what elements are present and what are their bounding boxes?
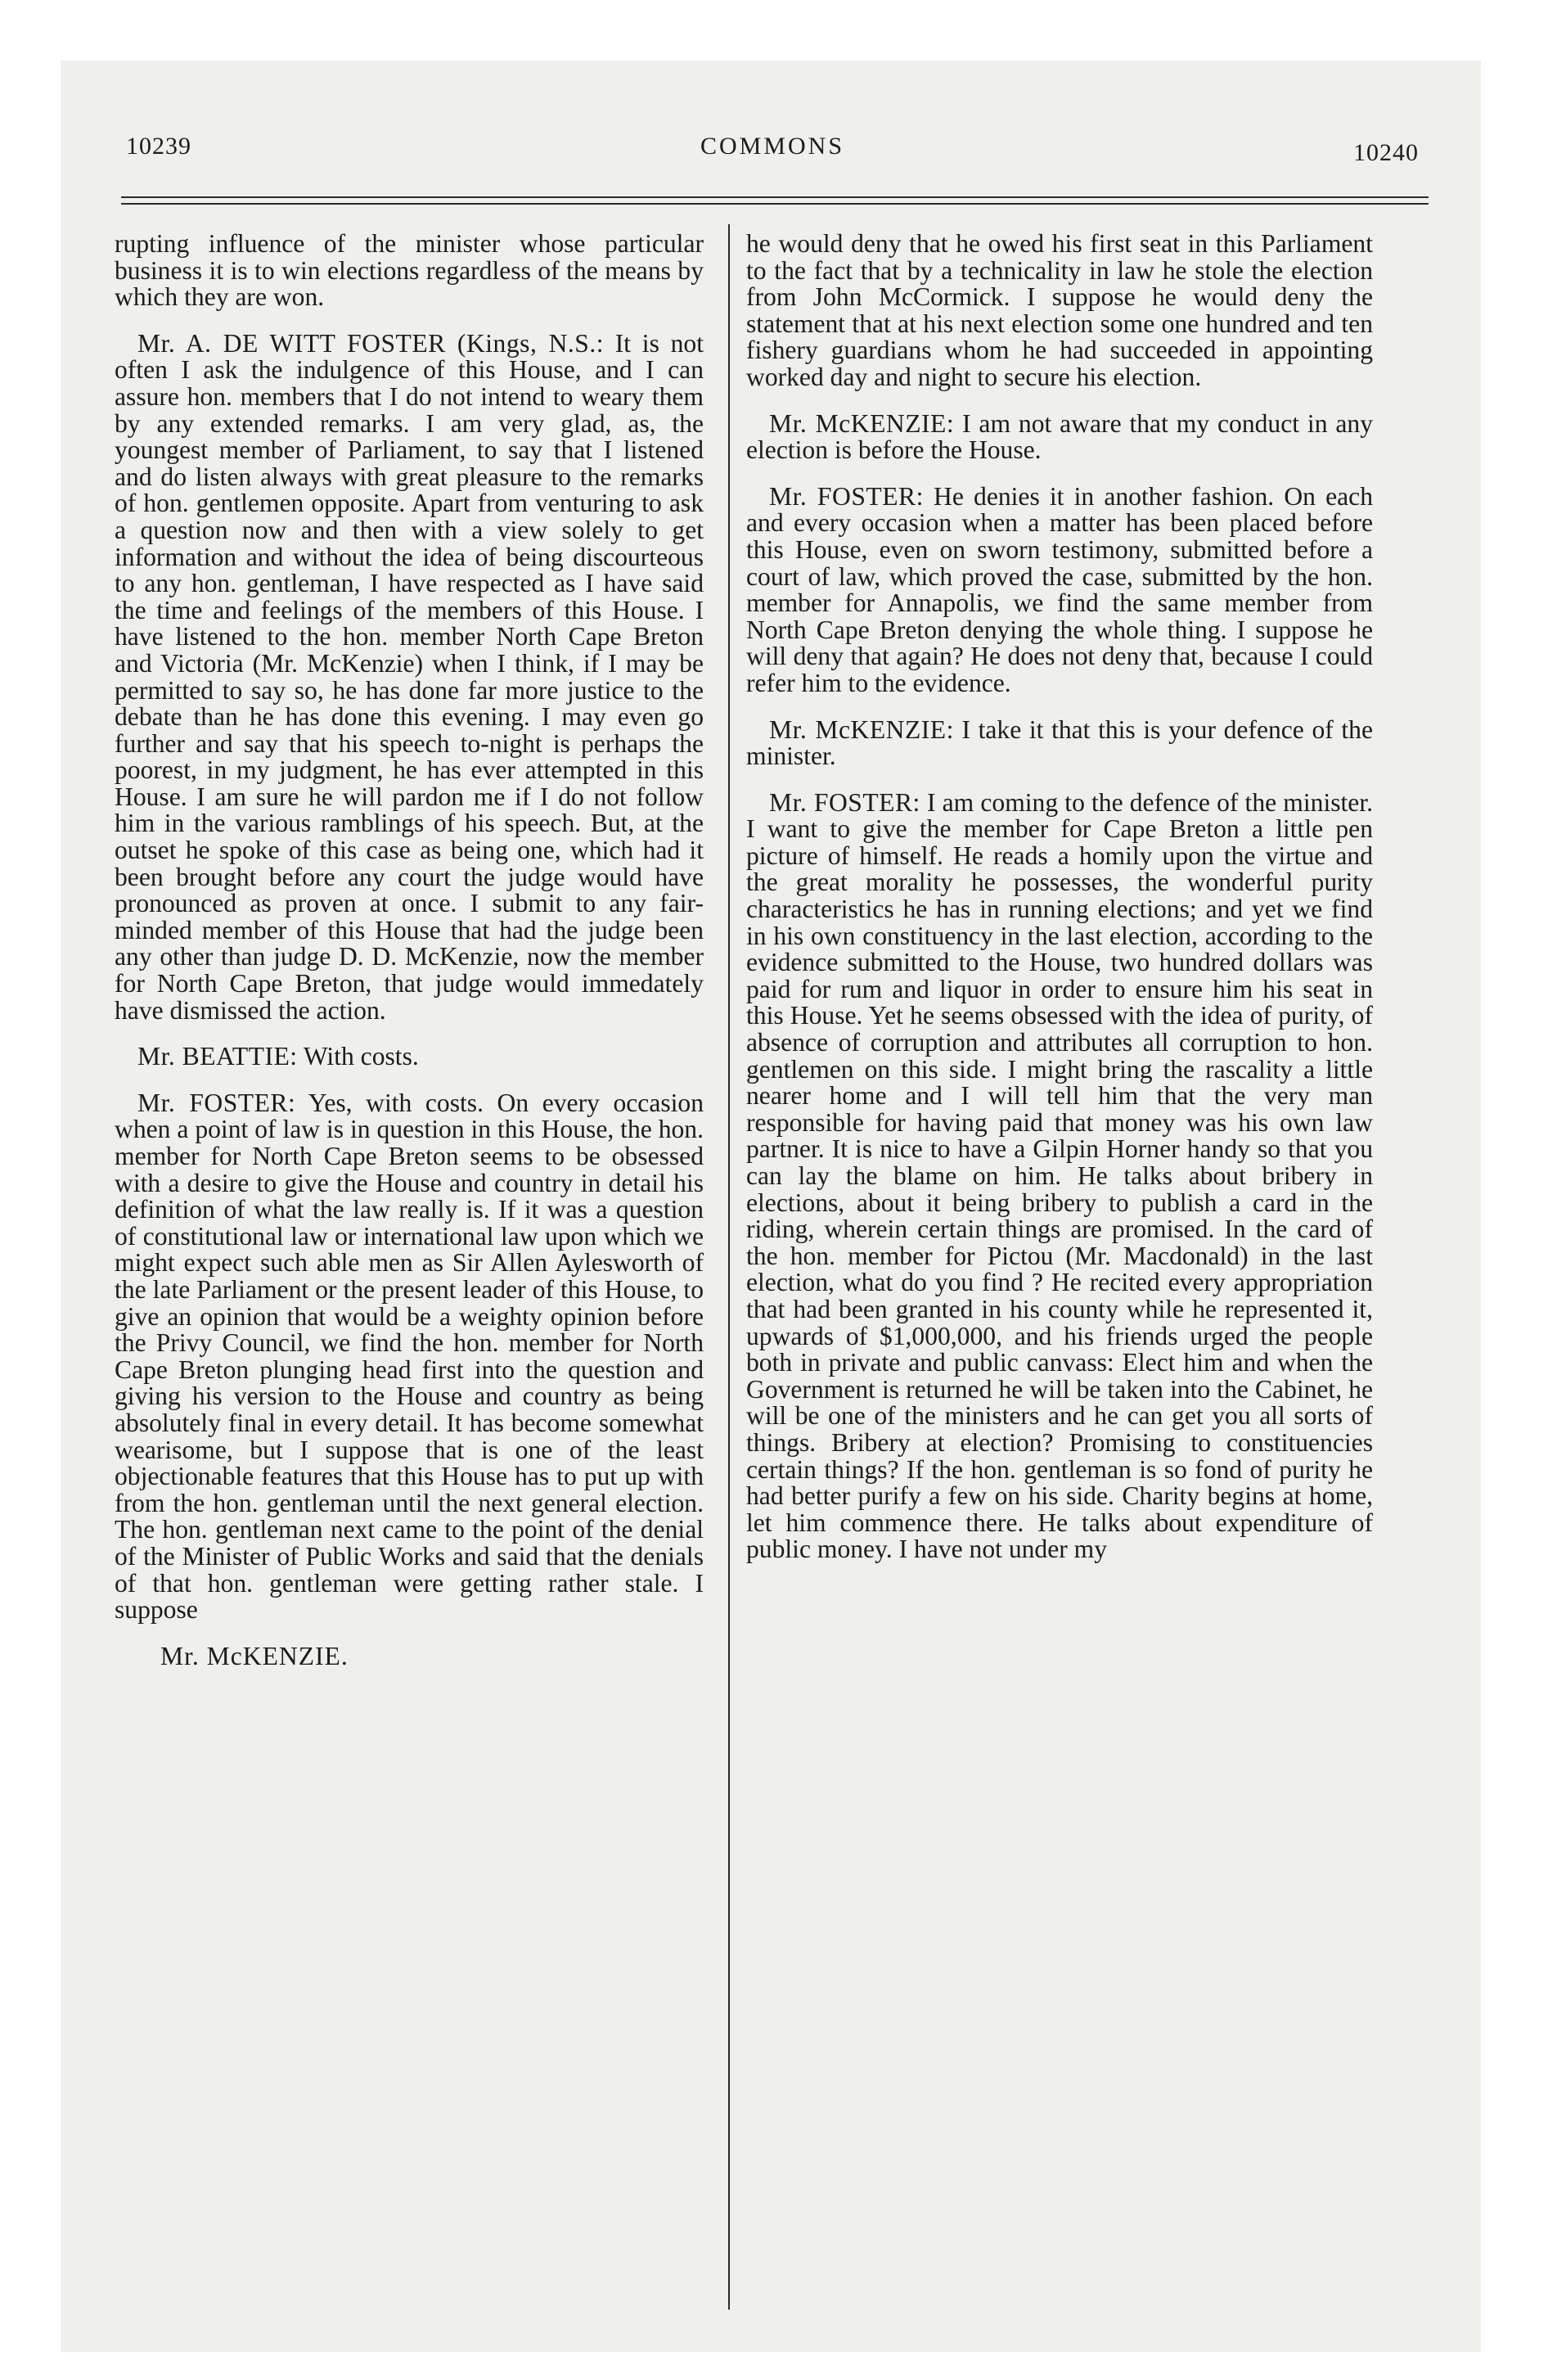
paragraph bbox=[746, 408, 1373, 465]
page-header bbox=[126, 133, 1419, 182]
page-number-right: 10240 bbox=[1353, 139, 1419, 166]
page-title: COMMONS bbox=[700, 133, 845, 160]
speech-text: Yes, with costs. On every occasion when a point of law is in question in this House, the hon. member for North Cape Breton seems to be obsessed with a desire to give the House and country in detail his definition of what the law really is. If it was a question of constitutional law or international law upon which we might expect such able men as Sir Allen Aylesworth of the late Parliament or the present leader of this House, to give an opinion that would be a weighty opinion before the Privy Council, we find the hon. member for North Cape Breton plunging head first into the question and giving his version to the House and country as being absolutely final in every detail. It has become somewhat wearisome, but I suppose that is one of the least objectionable features that this House has to put up with from the hon. gentleman until the next general election. The hon. gentleman next came to the point of the denial of the Minister of Public Works and said that the denials of that hon. gentleman were getting rather stale. I suppose bbox=[115, 1088, 704, 1625]
right-column bbox=[746, 231, 1373, 1583]
header-rule-top bbox=[121, 196, 1429, 198]
speaker-name: Mr. FOSTER: bbox=[137, 1088, 296, 1117]
speech-text: I am coming to the defence of the minister. I want to give the member for Cape Breton a little pen picture of himself. He reads a homily upon the virtue and the great morality he possesses, the wonderful purity characteristics he has in running elections; and yet we find in his own constituency in the last election, according to the evidence submitted to the House, two hundred dollars was paid for rum and liquor in order to ensure him his seat in this House. Yet he seems obsessed with the idea of purity, of absence of corruption and attributes all corruption to hon. gentlemen on this side. I might bring the rascality a little nearer home and I will tell him that the very man responsible for having paid that money was his own law partner. It is nice to have a Gilpin Horner handy so that you can lay the blame on him. He talks about bribery in elections, about it being bribery to publish a card in the riding, wherein certain things are promised. In the card of the hon. member for Pictou (Mr. Macdonald) in the last election, what do you find ? He recited every appropriation that had been granted in his county while he represented it, upwards of $1,000,000, and his friends urged the people both in private and public canvass: Elect him and when the Government is returned he will be taken into the Cabinet, he will be one of the ministers and he can get you all sorts of things. Bribery at election? Promising to constituencies certain things? If the hon. gentleman is so fond of purity he had better purify a few on his side. Charity begins at home, let him commence there. He talks about expenditure of public money. I have not under my bbox=[746, 787, 1373, 1564]
speech-text: With costs. bbox=[303, 1042, 419, 1071]
paragraph bbox=[746, 787, 1373, 1564]
paragraph bbox=[115, 328, 704, 1025]
speaker-name: Mr. A. DE WITT FOSTER (Kings, N.S.: bbox=[137, 328, 605, 358]
speech-text: I take it that this is your defence of the minister. bbox=[746, 714, 1373, 771]
speaker-name: Mr. FOSTER: bbox=[769, 787, 920, 817]
paragraph bbox=[746, 714, 1373, 771]
left-column bbox=[115, 231, 704, 1689]
speaker-name: Mr. McKENZIE: bbox=[769, 714, 954, 744]
speaker-name: Mr. McKENZIE: bbox=[769, 408, 955, 438]
speech-text: I am not aware that my conduct in any election is before the House. bbox=[746, 408, 1373, 465]
column-divider bbox=[728, 224, 730, 2310]
speech-text: He denies it in another fashion. On each and every occasion when a matter has been placed before this House, even on sworn testimony, submitted before a court of law, which proved the case, submitted by the hon. member for Annapolis, we find the same member from North Cape Breton denying the whole thing. I suppose he will deny that again? He does not deny that, because I could refer him to the evidence. bbox=[746, 481, 1373, 697]
footer-speaker-name: Mr. McKENZIE. bbox=[160, 1641, 349, 1670]
speaker-name: Mr. FOSTER: bbox=[769, 481, 924, 511]
speech-text: It is not often I ask the indulgence of this House, and I can assure hon. members that I do not intend to weary them by any extended remarks. I am very glad, as, the youngest member of Parliament, to say that I listened and do listen always with great pleasure to the remarks of hon. gentlemen opposite. Apart from venturing to ask a question now and then with a view solely to get information and without the idea of being discourteous to any hon. gentleman, I have respected as I have said the time and feelings of the members of this House. I have listened to the hon. member North Cape Breton and Victoria (Mr. McKenzie) when I think, if I may be permitted to say so, he has done far more justice to the debate than he has done this evening. I may even go further and say that his speech to-night is perhaps the poorest, in my judgment, he has ever attempted in this House. I am sure he will pardon me if I do not follow him in the various ramblings of his speech. But, at the outset he spoke of this case as being one, which had it been brought before any court the judge would have pronounced as proven at once. I submit to any fair-minded member of this House that had the judge been any other than judge D. D. McKenzie, now the member for North Cape Breton, that judge would immedately have dismissed the action. bbox=[115, 328, 704, 1025]
paragraph bbox=[115, 1044, 704, 1071]
speaker-name: Mr. BEATTIE: bbox=[137, 1042, 298, 1071]
paragraph: rupting influence of the minister whose particular business it is to win elections regardless of the means by which they are won. bbox=[115, 229, 704, 312]
paragraph bbox=[115, 1090, 704, 1624]
document-page bbox=[61, 61, 1481, 2352]
paragraph: he would deny that he owed his first seat in this Parliament to the fact that by a technicality in law he stole the election from John McCormick. I suppose he would deny the statement that at his next election some one hundred and ten fishery guardians whom he had succeeded in appointing worked day and night to secure his election. bbox=[746, 229, 1373, 391]
header-rule-bottom bbox=[121, 203, 1429, 205]
page-number-left: 10239 bbox=[126, 133, 191, 160]
paragraph bbox=[746, 481, 1373, 697]
